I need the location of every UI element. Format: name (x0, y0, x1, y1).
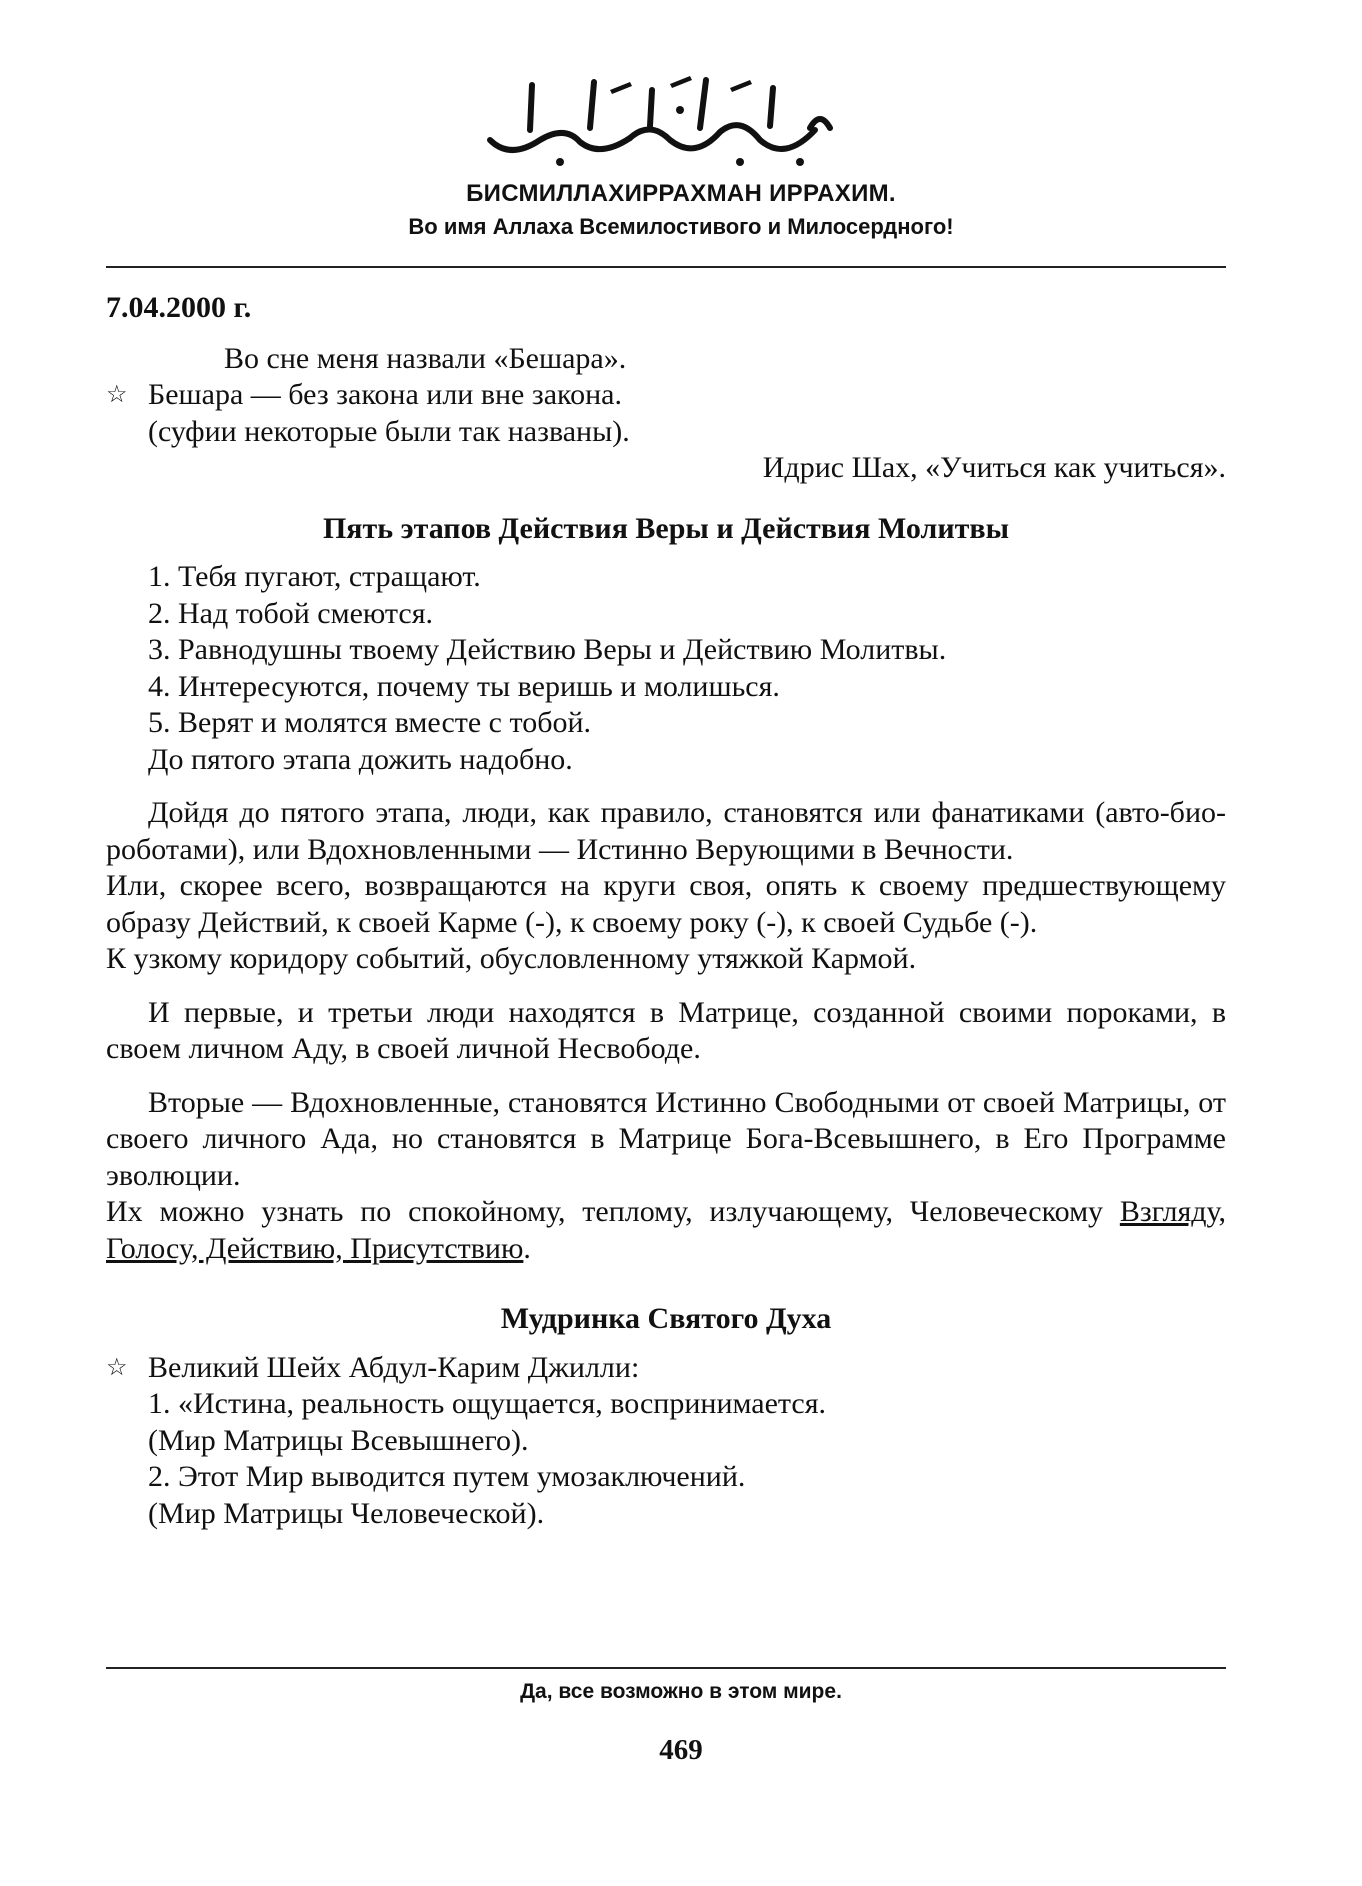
dream-line: Во сне меня назвали «Бешара». (224, 341, 627, 375)
quote-line: 2. Этот Мир выводится путем умозаключений. (148, 1460, 746, 1493)
star-icon: ☆ (106, 382, 128, 408)
paragraph: Вторые — Вдохновленные, становятся Истинно Свободными от своей Матрицы, от своего личного Ада, но становятся в Матрице Бога-Всевышнего, в Его Программе эволюции. (106, 1085, 1226, 1192)
bottom-divider (106, 1667, 1226, 1669)
header-title: БИСМИЛЛАХИРРАХМАН ИРРАХИМ. (466, 180, 896, 207)
header-subtitle: Во имя Аллаха Всемилостивого и Милосердного! (408, 214, 954, 239)
dream-note: (суфии некоторые были так названы). (148, 414, 630, 448)
list-item: 2. Над тобой смеются. (148, 596, 433, 630)
list-item: 1. Тебя пугают, стращают. (148, 560, 481, 593)
star-icon: ☆ (106, 1354, 128, 1381)
dream-source: Идрис Шах, «Учиться как учиться». (762, 451, 1226, 484)
list-item: 4. Интересуются, почему ты веришь и молишься. (148, 669, 780, 703)
quote-line: (Мир Матрицы Человеческой). (148, 1496, 545, 1530)
list-item: 3. Равнодушны твоему Действию Веры и Действию Молитвы. (148, 633, 947, 666)
list-item: 5. Верят и молятся вместе с тобой. (148, 706, 592, 739)
footer-motto: Да, все возможно в этом мире. (520, 1680, 842, 1703)
top-divider (106, 266, 1226, 268)
page-number: 469 (659, 1734, 703, 1766)
section-title-five-stages: Пять этапов Действия Веры и Действия Молитвы (322, 511, 1010, 545)
paragraph: И первые, и третьи люди находятся в Матрице, созданной своими пороками, в своем личном Аду, в своей личной Несвободе. (106, 995, 1226, 1065)
quote-line: (Мир Матрицы Всевышнего). (148, 1423, 529, 1457)
dream-definition: ☆ Бешара — без закона или вне закона. (106, 377, 1226, 414)
entry-date: 7.04.2000 г. (106, 291, 252, 324)
paragraph: Дойдя до пятого этапа, люди, как правило, становятся или фанатиками (авто-био-роботами), или Вдохновленными — Истинно Верующими в Вечности. (106, 796, 1226, 866)
bismillah-calligraphy-icon (470, 70, 850, 170)
underlined-phrase: Взгляду, Голосу, Действию, Присутствию (106, 1195, 1226, 1265)
quote-line: 1. «Истина, реальность ощущается, воспринимается. (148, 1387, 827, 1420)
paragraph-recognition: Их можно узнать по спокойному, теплому, излучающему, Человеческому Взгляду, Голосу, Действию, Присутствию. (106, 1195, 1226, 1265)
list-closing: До пятого этапа дожить надобно. (148, 742, 573, 776)
quote-intro: ☆ Великий Шейх Абдул-Карим Джилли: (106, 1350, 1226, 1387)
paragraph: Или, скорее всего, возвращаются на круги своя, опять к своему предшествующему образу Действий, к своей Карме (-), к своему року (-), к своей Судьбе (-). (106, 869, 1226, 939)
page-body (106, 290, 1226, 1532)
section-title-wisdom: Мудринка Святого Духа (500, 1302, 832, 1335)
paragraph: К узкому коридору событий, обусловленному утяжкой Кармой. (106, 942, 917, 975)
